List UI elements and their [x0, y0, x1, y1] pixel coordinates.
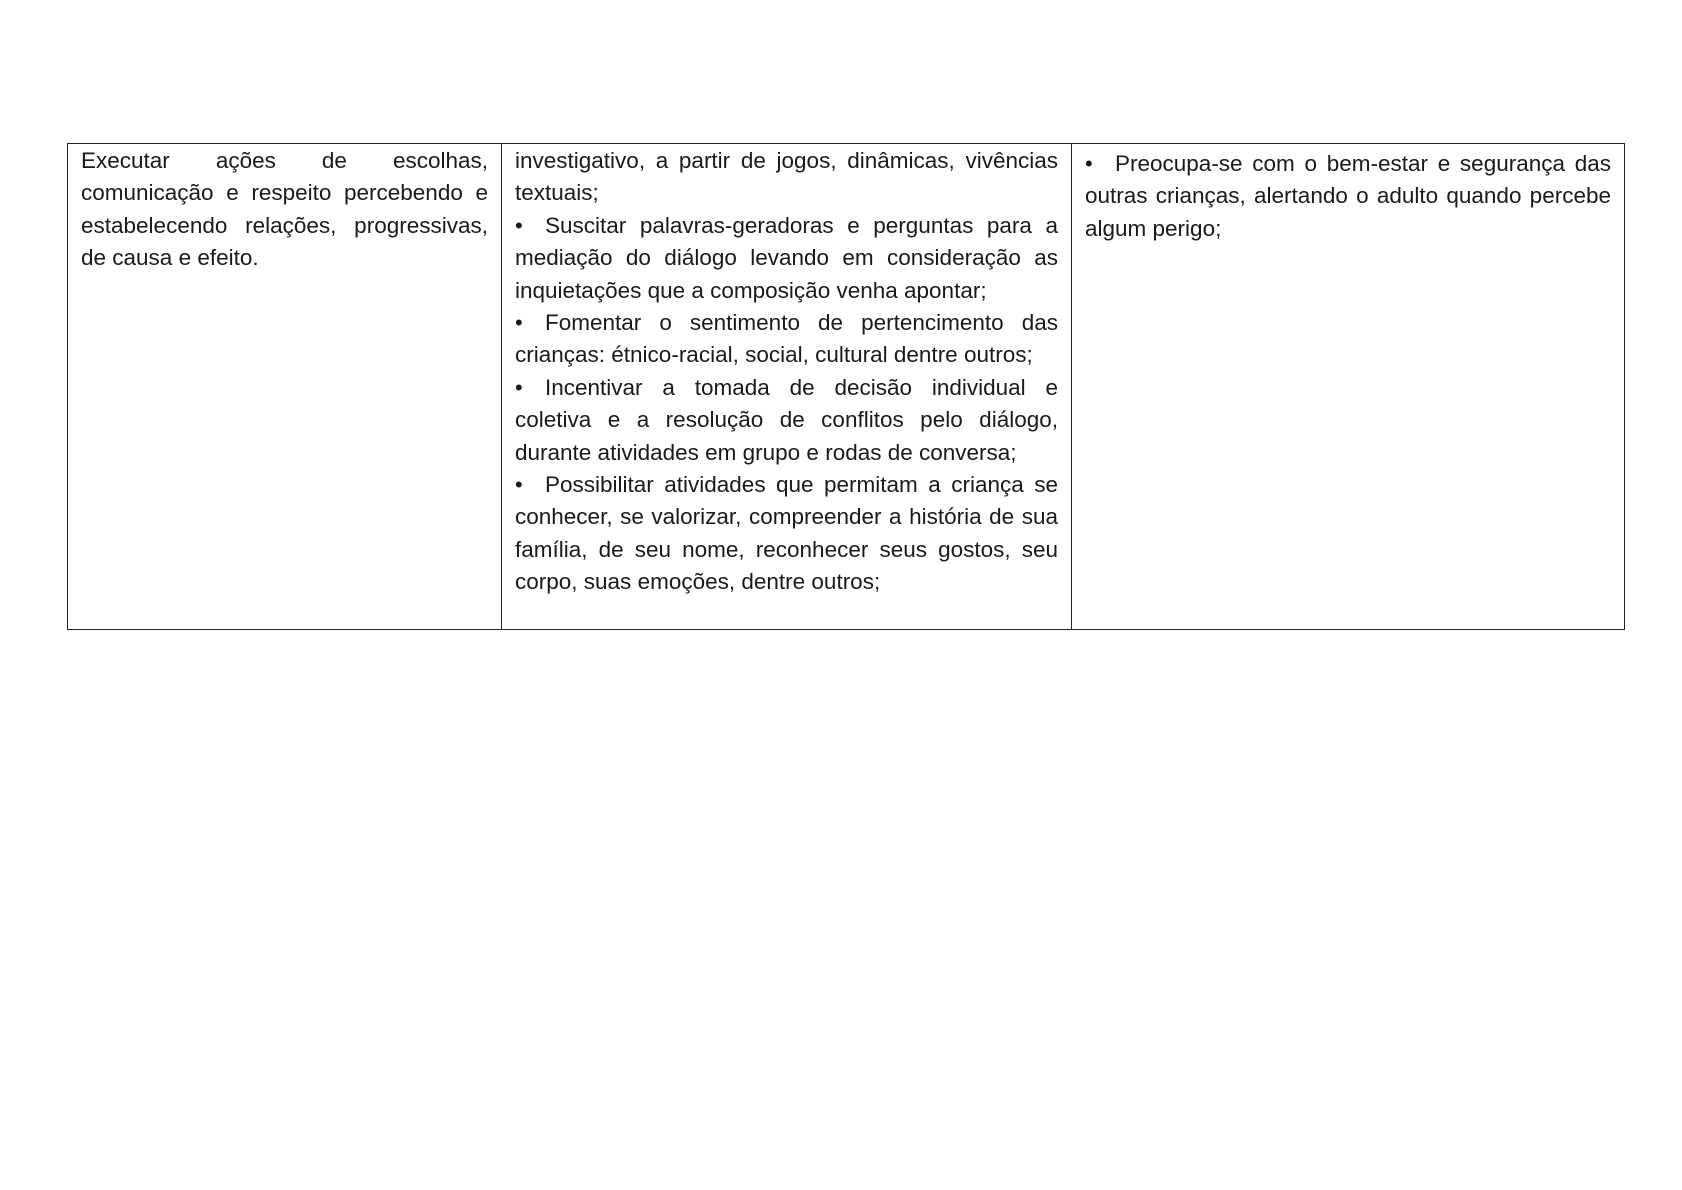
- bullet-icon: [1085, 148, 1115, 180]
- list-item: [1085, 148, 1611, 245]
- bullet-icon: [515, 469, 545, 501]
- evaluation-text: Preocupa-se com o bem-estar e segurança das outras crianças, alertando o adulto quando percebe algum perigo;: [1085, 151, 1611, 241]
- objectives-cell: [68, 144, 502, 630]
- strategies-cell: [502, 144, 1072, 630]
- evaluation-cell: [1072, 144, 1625, 630]
- table-row: [68, 144, 1625, 630]
- content-table: [67, 143, 1625, 630]
- objective-text: Executar ações de escolhas, comunicação e respeito percebendo e estabelecendo relações, progressivas, de causa e efeito.: [81, 148, 488, 271]
- list-item: [515, 307, 1058, 372]
- bullet-icon: [515, 372, 545, 404]
- bullet-icon: [515, 210, 545, 242]
- list-item: [515, 372, 1058, 469]
- bullet-icon: [515, 307, 545, 339]
- strategy-text: Possibilitar atividades que permitam a criança se conhecer, se valorizar, compreender a história de sua família, de seu nome, reconhecer seus gostos, seu corpo, suas emoções, dentre outros;: [515, 472, 1058, 595]
- strategy-text: Suscitar palavras-geradoras e perguntas para a mediação do diálogo levando em consideração as inquietações que a composição venha apontar;: [515, 212, 1058, 303]
- list-item: [515, 469, 1058, 599]
- strategies-lead-text: investigativo, a partir de jogos, dinâmicas, vivências textuais;: [515, 148, 1058, 206]
- strategy-text: Incentivar a tomada de decisão individual e coletiva e a resolução de conflitos pelo diálogo, durante atividades em grupo e rodas de conversa;: [515, 374, 1058, 465]
- list-item: [515, 210, 1058, 307]
- strategy-text: Fomentar o sentimento de pertencimento das crianças: étnico-racial, social, cultural dentre outros;: [515, 310, 1058, 368]
